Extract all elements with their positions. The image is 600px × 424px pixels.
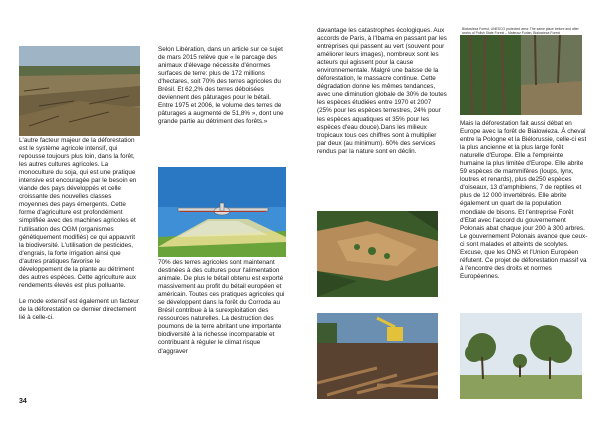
photo-caption: Bialowieza Forest, UNESCO protected area: The same place before and after works of Polish State Forest – Mateusz Furlan, Bialowieza Forest	[462, 27, 579, 36]
sparse-trees-photo	[460, 313, 582, 399]
logging-site-photo	[317, 313, 438, 399]
column-4	[460, 120, 588, 281]
col1-paragraph-2: Le mode extensif est également un facteur de la déforestation ce dernier directement lié à celle-ci.	[19, 297, 139, 321]
deforested-field-photo	[19, 46, 140, 136]
col2-paragraph-2: 70% des terres agricoles sont maintenant destinées à des cultures pour l'alimentation animale. De plus le bétail obtenu est exporté massivement au profit du bétail européen et américain. Toutes ces pratiques agricoles qui se développent dans la forêt du Corroda au Brésil contribue à la surexploitation des ressources naturelles. La destruction des poumons de la terre abritant une importante biodiversité à la richesse incomparable et contribuant à réguler le climat risque d'aggraver	[158, 259, 285, 355]
col1-paragraph-1: L'autre facteur majeur de la déforestation est le système agricole intensif, qui repousse toujours plus loin, dans la forêt, les autres cultures agricoles. La monoculture du soja, qui est une pratique intensive est encouragée par le besoin en viande des pays développés et celle croissante des nouvelles classes moyennes des pays émergents. Cette forme d'agriculture est profondément simplifiée avec des machines agricoles et l'utilisation des OGM (organismes génétiquement modifiés) ce qui appauvrit la biodiversité. L'utilisation de pesticides, d'engrais, la forte irrigation ainsi que d'autres pratiques favorise le développement de la plante au détriment des autres espèces. Cette agriculture aux rendements élevés est plus polluante.	[19, 137, 137, 289]
column-3	[317, 27, 447, 156]
column-2-bottom	[158, 259, 286, 356]
column-1	[19, 137, 140, 322]
bialowieza-forest-before-after-photo	[460, 35, 582, 115]
col2-paragraph-1: Selon Libération, dans un article sur ce sujet de mars 2015 relève que « le parcage des animaux d'élevage nécessite d'énormes surfaces de terre: plus de 172 millions d'hectares, soit 70% des terres agricoles du Brésil. Et 62,2% des terres déboisées deviennent des pâturages pour le bétail. Entre 1975 et 2006, le volume des terres de pâturages a augmenté de 51,8% », dont une grande partie au détriment des forêts.»	[158, 46, 284, 126]
aerial-deforestation-photo	[317, 211, 438, 297]
col3-paragraph: davantage les catastrophes écologiques. Aux accords de Paris, à l'Ibama en passant par les entreprises qui passent au vert (souvent pour améliorer leurs images), nombreux sont les acteurs qui agissent pour la cause environnementale. Malgré une baisse de la déforestation, le massacre continue. Cette dégradation donne les mêmes tendances, avec une diminution globale de 30% de toutes les espèces étudiées entre 1970 et 2007 (25% pour les espèces terrestres, 24% pour les espèces aquatiques et 35% pour les espèces d'eau douce).Dans les milieux tropicaux tous ces chiffres sont à multiplier par deux (au minimum). 60% des services rendus par la nature sont en déclin.	[317, 27, 447, 155]
col4-paragraph: Mais la déforestation fait aussi débat en Europe avec la forêt de Bialowieza. À cheval entre la Pologne et la Biélorussie, celle-ci est la plus ancienne et la plus large forêt naturelle d'Europe. Elle a l'empreinte humaine la plus limitée d'Europe. Elle abrite 59 espèces de mammifères (loups, lynx, loutres et renards), plus de250 espèces d'oiseaux, 13 d'amphibiens, 7 de reptiles et plus de 12 000 invertébrés. Elle abrite également un quart de la population mondiale de bisons. Et l'entreprise Forêt d'Etat avec l'accord du gouvernement Polonais abat chaque jour 200 à 300 arbres. Le gouvernement Polonais avance que ceux-ci sont malades et atteints de scolytes. Excuse, que les ONG et l'Union Européen réfutent. Ce projet de déforestation massif va à l'encontre des droits et normes Européennes.	[460, 120, 588, 280]
crop-duster-photo	[158, 167, 286, 257]
column-2-top	[158, 46, 286, 126]
page-number: 34	[19, 398, 27, 405]
